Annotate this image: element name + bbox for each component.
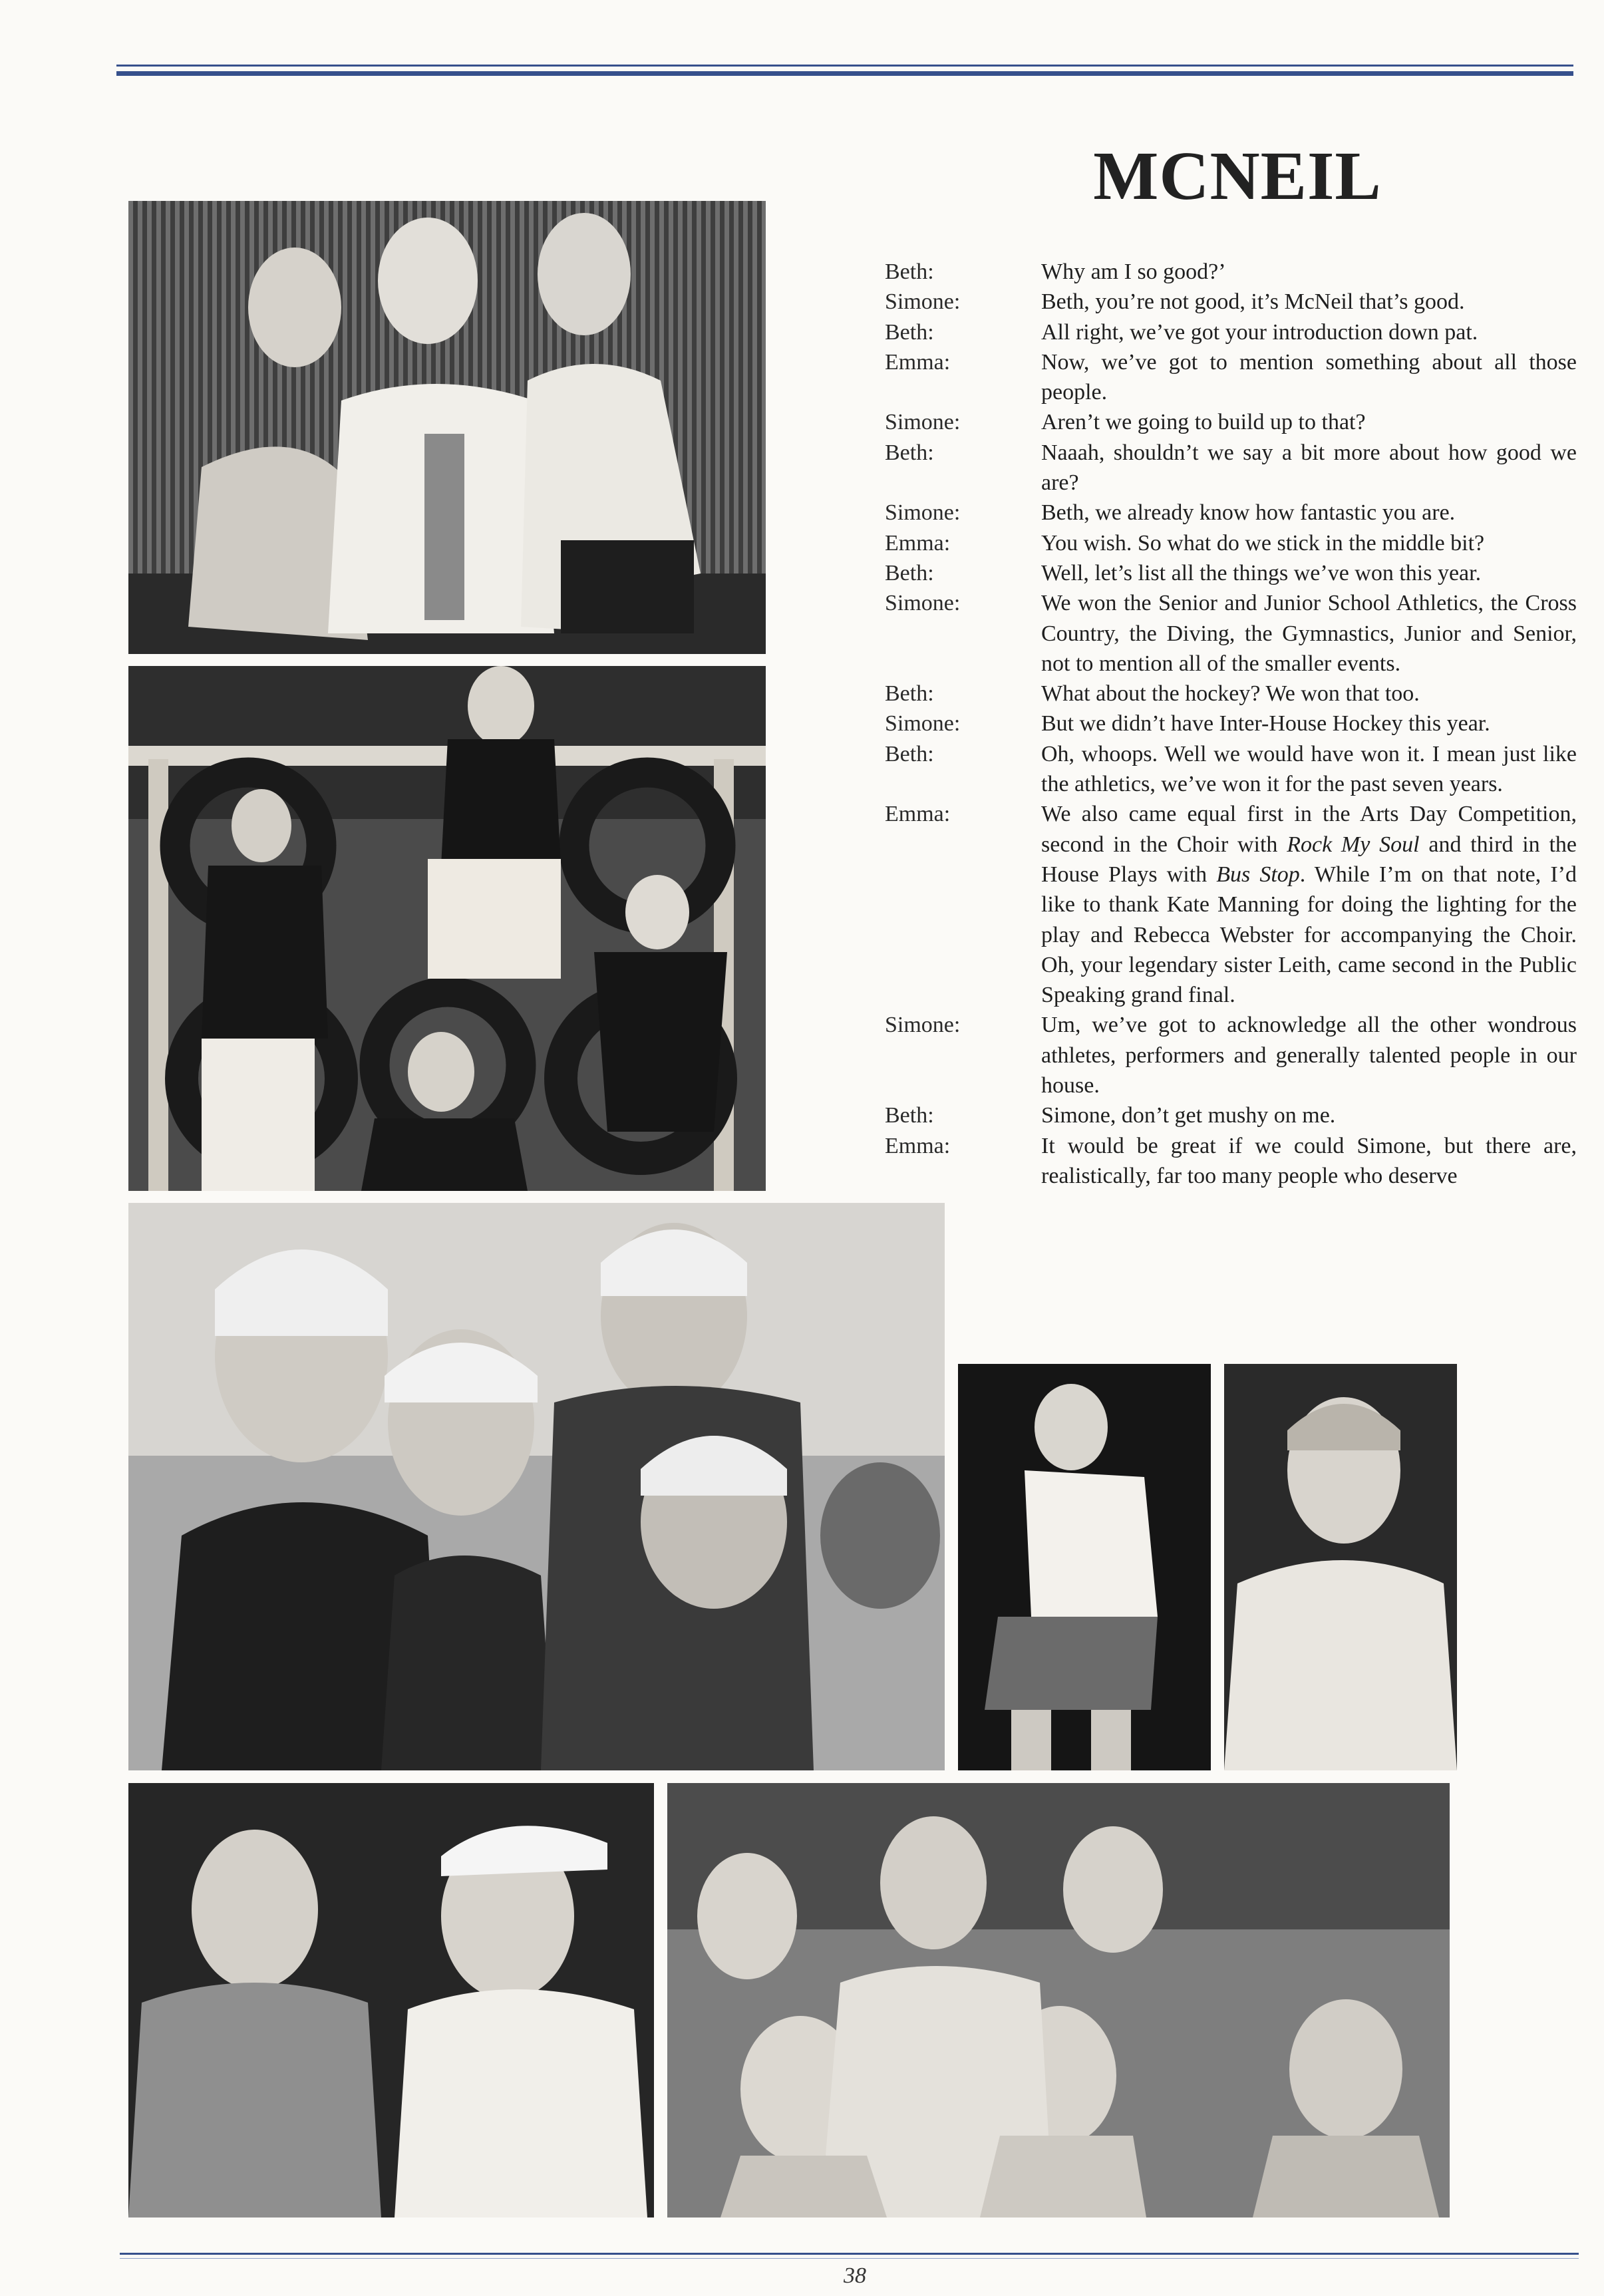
speaker-label: Beth: [885, 741, 934, 766]
header-rule-thick [116, 71, 1573, 76]
dialogue-row [885, 1100, 1577, 1130]
speaker-label: Simone: [885, 289, 961, 315]
dialogue-text: and third in the House Plays with [1041, 832, 1577, 887]
dialogue-row [885, 588, 1577, 679]
play-title: Bus Stop [1216, 862, 1300, 887]
speaker-label: Emma: [885, 530, 951, 556]
dialogue-line: Well, let’s list all the things we’ve won this year. [1041, 560, 1482, 585]
dialogue-line: It would be great if we could Simone, but there are, realistically, far too many people who deserve [1041, 1133, 1577, 1188]
dialogue-text: . While I’m on that note, I’d like to thank Kate Manning for doing the lighting for the play and Rebecca Webster for accompanying the Choir. Oh, your legendary sister Leith, came second in the Public Speaking grand final. [1041, 862, 1577, 1008]
speaker-label: Simone: [885, 591, 961, 616]
photo-spectators-pair [128, 1783, 654, 2217]
speaker-label: Beth: [885, 560, 934, 585]
speaker-label: Simone: [885, 711, 961, 737]
dialogue-row [885, 528, 1577, 558]
speaker-label: Beth: [885, 319, 934, 345]
speaker-label: Simone: [885, 500, 961, 526]
dialogue-line: Um, we’ve got to acknowledge all the other wondrous athletes, performers and generally talented people in our house. [1041, 1013, 1577, 1098]
footer-rule [120, 2253, 1579, 2255]
photo-trophy-group [128, 201, 766, 654]
dialogue-row [885, 347, 1577, 408]
dialogue-row [885, 257, 1577, 287]
dialogue-line: We won the Senior and Junior School Athletics, the Cross Country, the Diving, the Gymnastics, Junior and Senior, not to mention all of the smaller events. [1041, 591, 1577, 676]
speaker-label: Beth: [885, 440, 934, 465]
dialogue-row [885, 498, 1577, 528]
speaker-label: Simone: [885, 410, 961, 435]
dialogue-line [1041, 799, 1577, 1010]
dialogue-row [885, 679, 1577, 709]
header-rule-thin [116, 65, 1573, 67]
dialogue-line: Now, we’ve got to mention something about all those people. [1041, 349, 1577, 405]
speaker-label: Emma: [885, 802, 951, 827]
page-title: MCNEIL [1093, 138, 1382, 214]
dialogue-line: What about the hockey? We won that too. [1041, 681, 1420, 707]
dialogue-line: Why am I so good?’ [1041, 259, 1226, 284]
speaker-label: Beth: [885, 1103, 934, 1128]
photo-laughing-girl [1224, 1364, 1457, 1770]
dialogue-row [885, 287, 1577, 317]
photo-swimmers [128, 1203, 945, 1770]
dialogue-row [885, 558, 1577, 588]
dialogue-row [885, 317, 1577, 347]
dialogue-text: We also came equal first in the Arts Day Competition, second in the Choir with [1041, 802, 1577, 857]
dialogue-column [885, 257, 1577, 1191]
dialogue-row [885, 1131, 1577, 1192]
dialogue-line: Aren’t we going to build up to that? [1041, 410, 1366, 435]
speaker-label: Emma: [885, 349, 951, 375]
footer-rule-thin [120, 2258, 1579, 2259]
speaker-label: Simone: [885, 1013, 961, 1038]
dialogue-row [885, 438, 1577, 498]
dialogue-line: Naaah, shouldn’t we say a bit more about how good we are? [1041, 440, 1577, 496]
dialogue-row [885, 739, 1577, 800]
dialogue-line: Beth, you’re not good, it’s McNeil that’s good. [1041, 289, 1465, 315]
speaker-label: Beth: [885, 259, 934, 284]
page-number: 38 [844, 2263, 866, 2288]
dialogue-row [885, 407, 1577, 437]
dialogue-row [885, 709, 1577, 738]
dialogue-row [885, 1010, 1577, 1100]
photo-crowd-group [667, 1783, 1450, 2217]
dialogue-row [885, 799, 1577, 1010]
dialogue-line: You wish. So what do we stick in the middle bit? [1041, 530, 1485, 556]
dialogue-line: But we didn’t have Inter-House Hockey this year. [1041, 711, 1490, 737]
speaker-label: Beth: [885, 681, 934, 707]
dialogue-line: Simone, don’t get mushy on me. [1041, 1103, 1336, 1128]
dialogue-line: Oh, whoops. Well we would have won it. I mean just like the athletics, we’ve won it for the past seven years. [1041, 741, 1577, 797]
song-title: Rock My Soul [1287, 832, 1420, 857]
speaker-label: Emma: [885, 1133, 951, 1158]
dialogue-line: All right, we’ve got your introduction down pat. [1041, 319, 1478, 345]
photo-tyre-pyramid [128, 666, 766, 1191]
dialogue-line: Beth, we already know how fantastic you are. [1041, 500, 1456, 526]
photo-volleyball [958, 1364, 1211, 1770]
